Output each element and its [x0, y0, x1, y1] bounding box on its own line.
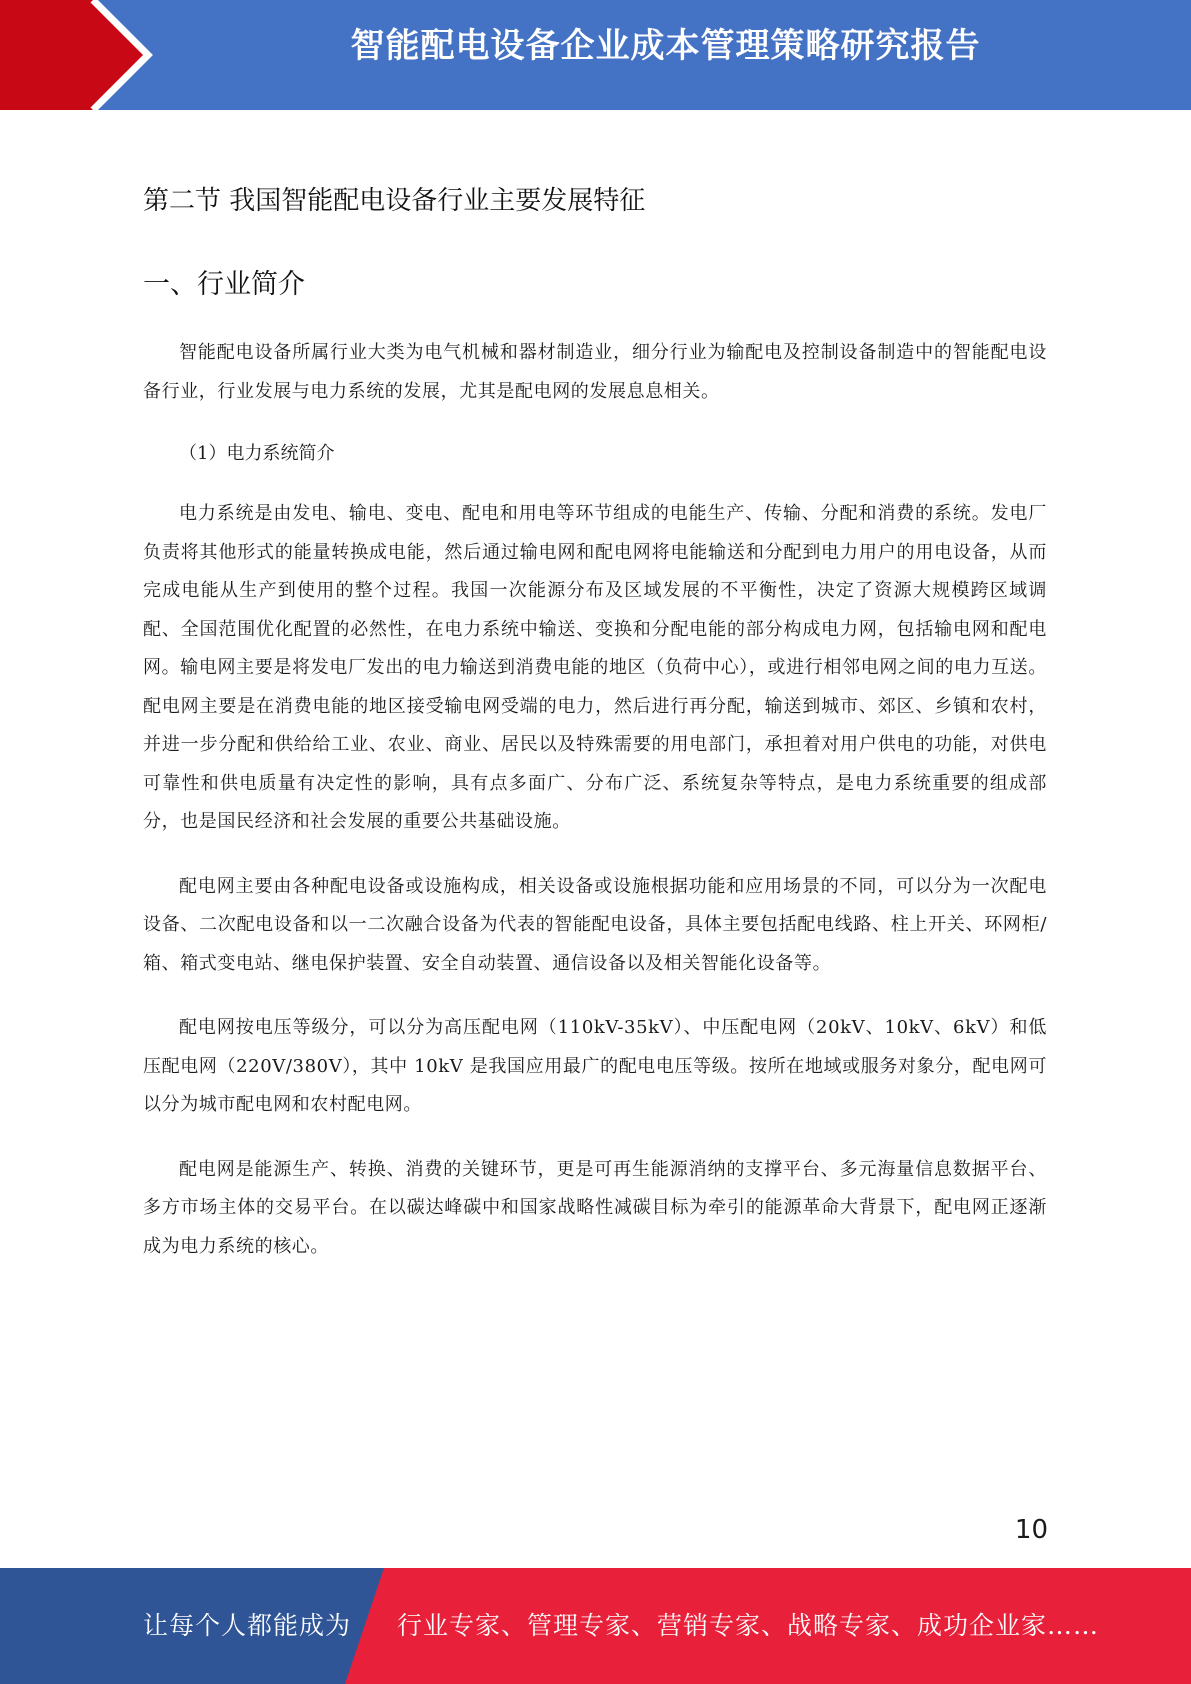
page-number: 10	[1014, 1515, 1048, 1545]
body-paragraph: 配电网主要由各种配电设备或设施构成，相关设备或设施根据功能和应用场景的不同，可以分为一次配电设备、二次配电设备和以一二次融合设备为代表的智能配电设备，具体主要包括配电线路、柱上开关、环网柜/箱、箱式变电站、继电保护装置、安全自动装置、通信设备以及相关智能化设备等。	[143, 875, 1047, 974]
intro-paragraph: 智能配电设备所属行业大类为电气机械和器材制造业，细分行业为输配电及控制设备制造中的智能配电设备行业，行业发展与电力系统的发展，尤其是配电网的发展息息相关。	[143, 342, 1047, 402]
header-banner	[0, 0, 1191, 110]
footer-slogan-right: 行业专家、管理专家、营销专家、战略专家、成功企业家……	[397, 1611, 1100, 1640]
footer-slogan-left: 让每个人都能成为	[143, 1611, 352, 1640]
body-paragraph: 配电网按电压等级分，可以分为高压配电网（110kV-35kV）、中压配电网（20kV、10kV、6kV）和低压配电网（220V/380V），其中 10kV 是我国应用最广的配电电压等级。按所在地域或服务对象分，配电网可以分为城市配电网和农村配电网。	[143, 1017, 1047, 1115]
report-title: 智能配电设备企业成本管理策略研究报告	[350, 26, 981, 66]
body-paragraph: 电力系统是由发电、输电、变电、配电和用电等环节组成的电能生产、传输、分配和消费的系统。发电厂负责将其他形式的能量转换成电能，然后通过输电网和配电网将电能输送和分配到电力用户的用电设备，从而完成电能从生产到使用的整个过程。我国一次能源分布及区域发展的不平衡性，决定了资源大规模跨区域调配、全国范围优化配置的必然性，在电力系统中输送、变换和分配电能的部分构成电力网，包括输电网和配电网。输电网主要是将发电厂发出的电力输送到消费电能的地区（负荷中心），或进行相邻电网之间的电力互送。配电网主要是在消费电能的地区接受输电网受端的电力，然后进行再分配，输送到城市、郊区、乡镇和农村，并进一步分配和供给给工业、农业、商业、居民以及特殊需要的用电部门，承担着对用户供电的功能，对供电可靠性和供电质量有决定性的影响，具有点多面广、分布广泛、系统复杂等特点，是电力系统重要的组成部分，也是国民经济和社会发展的重要公共基础设施。	[143, 503, 1047, 832]
footer-banner	[0, 1568, 1191, 1684]
header-arrow-decoration	[0, 0, 160, 110]
sub-item-heading: （1）电力系统简介	[179, 443, 335, 464]
section-title: 第二节 我国智能配电设备行业主要发展特征	[143, 186, 646, 216]
page-content	[143, 180, 1047, 1266]
subsection-title: 一、行业简介	[143, 269, 305, 300]
body-paragraph: 配电网是能源生产、转换、消费的关键环节，更是可再生能源消纳的支撑平台、多元海量信息数据平台、多方市场主体的交易平台。在以碳达峰碳中和国家战略性减碳目标为牵引的能源革命大背景下，配电网正逐渐成为电力系统的核心。	[143, 1158, 1047, 1257]
